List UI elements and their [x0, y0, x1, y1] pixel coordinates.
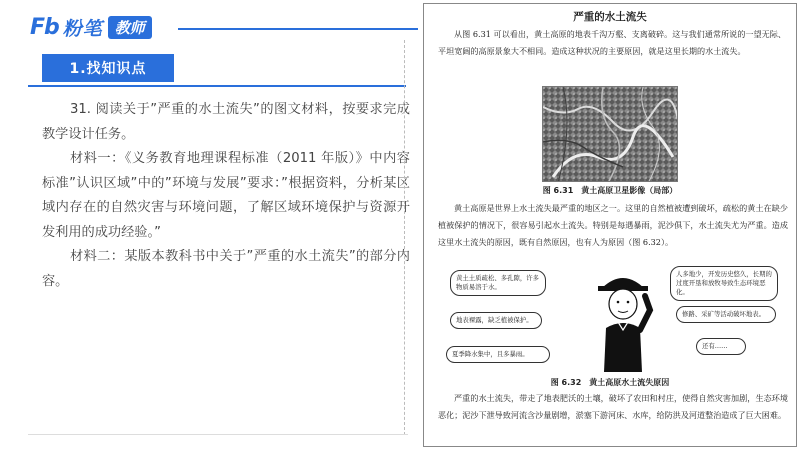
- speech-bubble: 修路、采矿等活动破坏地表。: [676, 306, 776, 323]
- brand-name: 粉笔: [62, 18, 103, 40]
- question-paragraph: 31. 阅读关于”严重的水土流失”的图文材料，按要求完成教学设计任务。: [42, 102, 410, 142]
- brand-badge: 教师: [108, 16, 152, 39]
- speech-bubble: 还有……: [696, 338, 746, 355]
- textbook-page: [423, 3, 797, 447]
- header-rule: [178, 28, 418, 30]
- speech-bubble: 夏季降水集中，且多暴雨。: [446, 346, 550, 363]
- section-title: 1.找知识点: [42, 54, 174, 82]
- figure-caption: 图 6.32 黄土高原水土流失原因: [550, 378, 670, 387]
- textbook-paragraph: 黄土高原是世界上水土流失最严重的地区之一。这里的自然植被遭到破坏，疏松的黄土在缺少植被保护的情况下，很容易引起水土流失。特别是每遇暴雨，泥沙俱下，水土流失尤为严重。造成这里水土流失的原因，既有自然原因，也有人为原因（图 6.32）。: [438, 203, 788, 247]
- speech-bubble: 黄土土质疏松、多孔隙，许多物质易溶于水。: [450, 270, 546, 296]
- textbook-paragraph: 严重的水土流失，带走了地表肥沃的土壤，破坏了农田和村庄，使得自然灾害加剧，生态环境恶化；泥沙下泄导致河流含沙量剧增，淤塞下游河床、水库，给防洪及河道整治造成了巨大困难。: [438, 393, 788, 420]
- question-paragraph: 材料一：《义务教育地理课程标准（2011 年版）》中内容标准”认识区域”中的”环境与发展”要求：”根据资料，分析某区域内存在的自然灾害与环境问题，了解区域环境保护与资源开发利用的成功经验。”: [42, 151, 410, 240]
- cause-illustration: [440, 266, 784, 374]
- textbook-title: 严重的水土流失: [573, 11, 647, 23]
- question-paragraph: 材料二：某版本教科书中关于”严重的水土流失”的部分内容。: [42, 249, 410, 289]
- textbook-paragraph: 从图 6.31 可以看出，黄土高原的地表千沟万壑、支离破碎。这与我们通常所说的一望无际、平坦宽阔的高原景象大不相同。造成这种状况的主要原因，就是这里长期的水土流失。: [438, 29, 786, 56]
- brand-mark: Fb: [30, 15, 59, 40]
- speech-bubble: 人多地少，开发历史悠久，长期的过度开垦和放牧导致生态环境恶化。: [670, 266, 778, 301]
- figure-caption: 图 6.31 黄土高原卫星影像（局部）: [542, 186, 678, 195]
- cartoon-person: [590, 266, 656, 372]
- satellite-image: [542, 86, 678, 182]
- question-body: [42, 98, 410, 294]
- divider: [404, 40, 405, 435]
- section-rule: [28, 85, 406, 87]
- speech-bubble: 地表裸露，缺乏植被保护。: [450, 312, 542, 329]
- brand-logo: [30, 14, 152, 41]
- bottom-rule: [28, 434, 408, 435]
